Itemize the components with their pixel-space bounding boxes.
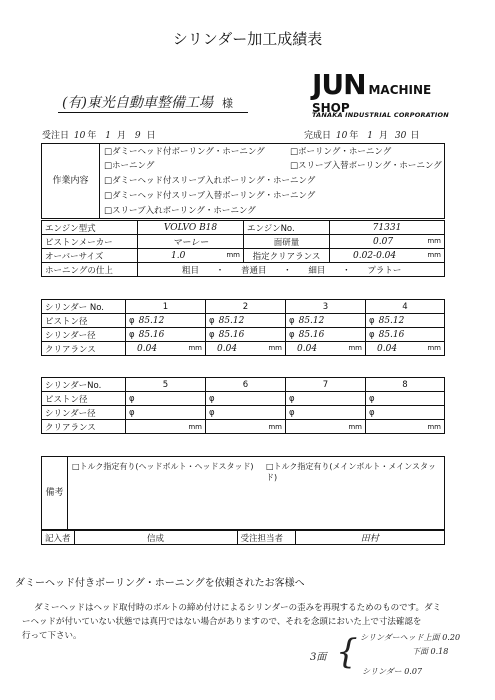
grind-label: 面研量 [244, 235, 330, 249]
cylinder-dia-4: φ 85.16 [366, 328, 445, 342]
work-item-1[interactable]: □ダミーヘッド付ボーリング・ホーニング [104, 147, 265, 157]
signoff-table [41, 530, 445, 545]
honing-options: 粗目 ・ 普通目 ・ 細目 ・ プラトー [138, 263, 445, 277]
cylinder-dia-2: φ 85.16 [206, 328, 286, 342]
work-item-4[interactable]: □スリーブ入替ボーリング・ホーニング [290, 161, 442, 171]
work-item-3[interactable]: □ホーニング [104, 161, 155, 171]
handnote-line-3: シリンダー 0.07 [362, 667, 423, 676]
piston-dia-4: φ 85.12 [366, 314, 445, 328]
torque-head-checkbox[interactable]: □トルク指定有り(ヘッドボルト・ヘッドスタッド) [72, 462, 254, 471]
cyl-no-3: 3 [286, 300, 366, 314]
notice-heading: ダミーヘッド付きボーリング・ホーニングを依頼されたお客様へ [15, 578, 305, 589]
completed-date: 完成日 10 年 1 月 30 日 [304, 131, 420, 141]
honing-plateau[interactable]: プラトー [367, 265, 402, 276]
cylinder-dia-6: φ [206, 406, 286, 420]
handnote-line-2: 下面 0.18 [412, 647, 449, 656]
piston-dia-8: φ [366, 392, 445, 406]
cyl-no-5: 5 [126, 378, 206, 392]
piston-dia-5: φ [126, 392, 206, 406]
clearance-4: 0.04 mm [366, 342, 445, 356]
cyl-no-4: 4 [366, 300, 445, 314]
manager-value: 田村 [295, 531, 444, 545]
remarks-box [41, 456, 445, 530]
cylinder-table-1 [41, 299, 445, 356]
writer-label: 記入者 [42, 531, 75, 545]
company-logo [312, 68, 462, 119]
clearance-3: 0.04 mm [286, 342, 366, 356]
clearance-6: mm [206, 420, 286, 434]
cyl-header-label: シリンダー No. [42, 300, 126, 314]
oversize-cell: 1.0 mm [138, 249, 244, 263]
clearance-2: 0.04 mm [206, 342, 286, 356]
engine-model-label: エンジン型式 [42, 221, 138, 235]
honing-label: ホーニングの仕上 [42, 263, 138, 277]
clearance2-label: クリアランス [42, 420, 126, 434]
piston-dia-2: φ 85.12 [206, 314, 286, 328]
clearance-5: mm [126, 420, 206, 434]
cylinder-dia-label: シリンダー径 [42, 328, 126, 342]
logo-side: MACHINE SHOP [312, 83, 432, 115]
cyl2-header-label: シリンダーNo. [42, 378, 126, 392]
manager-label: 受注担当者 [237, 531, 295, 545]
piston-dia-7: φ [286, 392, 366, 406]
page-title: シリンダー加工成績表 [172, 30, 323, 48]
cyl-no-6: 6 [206, 378, 286, 392]
customer-underline [58, 112, 248, 113]
work-item-6[interactable]: □ダミーヘッド付スリーブ入替ボーリング・ホーニング [104, 191, 316, 201]
piston-maker-value: マーレー [138, 235, 244, 249]
logo-main: JUN [312, 68, 366, 101]
grind-cell: 0.07 mm [330, 235, 445, 249]
engine-no-value: 71331 [330, 221, 445, 235]
clearance-label: 指定クリアランス [244, 249, 330, 263]
handnote-prefix: 3面 [310, 652, 327, 663]
cylinder-dia-3: φ 85.16 [286, 328, 366, 342]
clearance-8: mm [366, 420, 445, 434]
piston-dia-3: φ 85.12 [286, 314, 366, 328]
cylinder-dia2-label: シリンダー径 [42, 406, 126, 420]
work-item-5[interactable]: □ダミーヘッド付スリーブ入れボーリング・ホーニング [104, 176, 316, 186]
clearance-7: mm [286, 420, 366, 434]
work-item-7[interactable]: □スリーブ入れボーリング・ホーニング [104, 206, 256, 216]
cyl-no-2: 2 [206, 300, 286, 314]
engine-model-value: VOLVO B18 [138, 221, 244, 235]
clearance-cell: 0.02-0.04 mm [330, 249, 445, 263]
received-date: 受注日 10 年 1 月 9 日 [42, 131, 156, 141]
work-label: 作業内容 [42, 144, 100, 218]
oversize-label: オーバーサイズ [42, 249, 138, 263]
piston-maker-label: ピストンメーカー [42, 235, 138, 249]
cylinder-dia-1: φ 85.16 [126, 328, 206, 342]
handnote-brace: { [336, 632, 358, 672]
logo-sub: TANAKA INDUSTRIAL CORPORATION [312, 111, 449, 119]
cylinder-dia-5: φ [126, 406, 206, 420]
piston-dia-6: φ [206, 392, 286, 406]
cylinder-dia-7: φ [286, 406, 366, 420]
piston-dia2-label: ピストン径 [42, 392, 126, 406]
engine-spec-table [41, 220, 445, 277]
customer-suffix: 様 [222, 97, 233, 110]
cyl-no-8: 8 [366, 378, 445, 392]
customer-name: (有)東光自動車整備工場 [62, 95, 213, 111]
work-item-2[interactable]: □ボーリング・ホーニング [290, 147, 392, 157]
cylinder-table-2 [41, 377, 445, 434]
work-content-box [41, 143, 445, 219]
piston-dia-1: φ 85.12 [126, 314, 206, 328]
cyl-no-1: 1 [126, 300, 206, 314]
notice-body-1: ダミーヘッドはヘッド取付時のボルトの締め付けによるシリンダーの歪みを再現するためのものです。ダミ [34, 603, 441, 613]
piston-dia-label: ピストン径 [42, 314, 126, 328]
notice-body-3: 行って下さい。 [22, 631, 82, 641]
torque-main-checkbox[interactable]: □トルク指定有り(メインボルト・メインスタッド) [266, 462, 436, 482]
honing-fine[interactable]: 細目 [308, 265, 326, 276]
credit-label: 信成 [74, 531, 237, 545]
clearance-row-label: クリアランス [42, 342, 126, 356]
clearance-1: 0.04 mm [126, 342, 206, 356]
handnote-line-1: シリンダーヘッド上面 0.20 [360, 633, 461, 642]
remarks-label: 備考 [42, 457, 68, 529]
notice-body-2: ーヘッドが付いていない状態では真円ではない場合がありますので、それを念頭においた上で寸法確認を [22, 617, 422, 627]
engine-no-label: エンジンNo. [244, 221, 330, 235]
cylinder-dia-8: φ [366, 406, 445, 420]
honing-normal[interactable]: 普通目 [240, 265, 267, 276]
cyl-no-7: 7 [286, 378, 366, 392]
honing-coarse[interactable]: 粗目 [182, 265, 200, 276]
